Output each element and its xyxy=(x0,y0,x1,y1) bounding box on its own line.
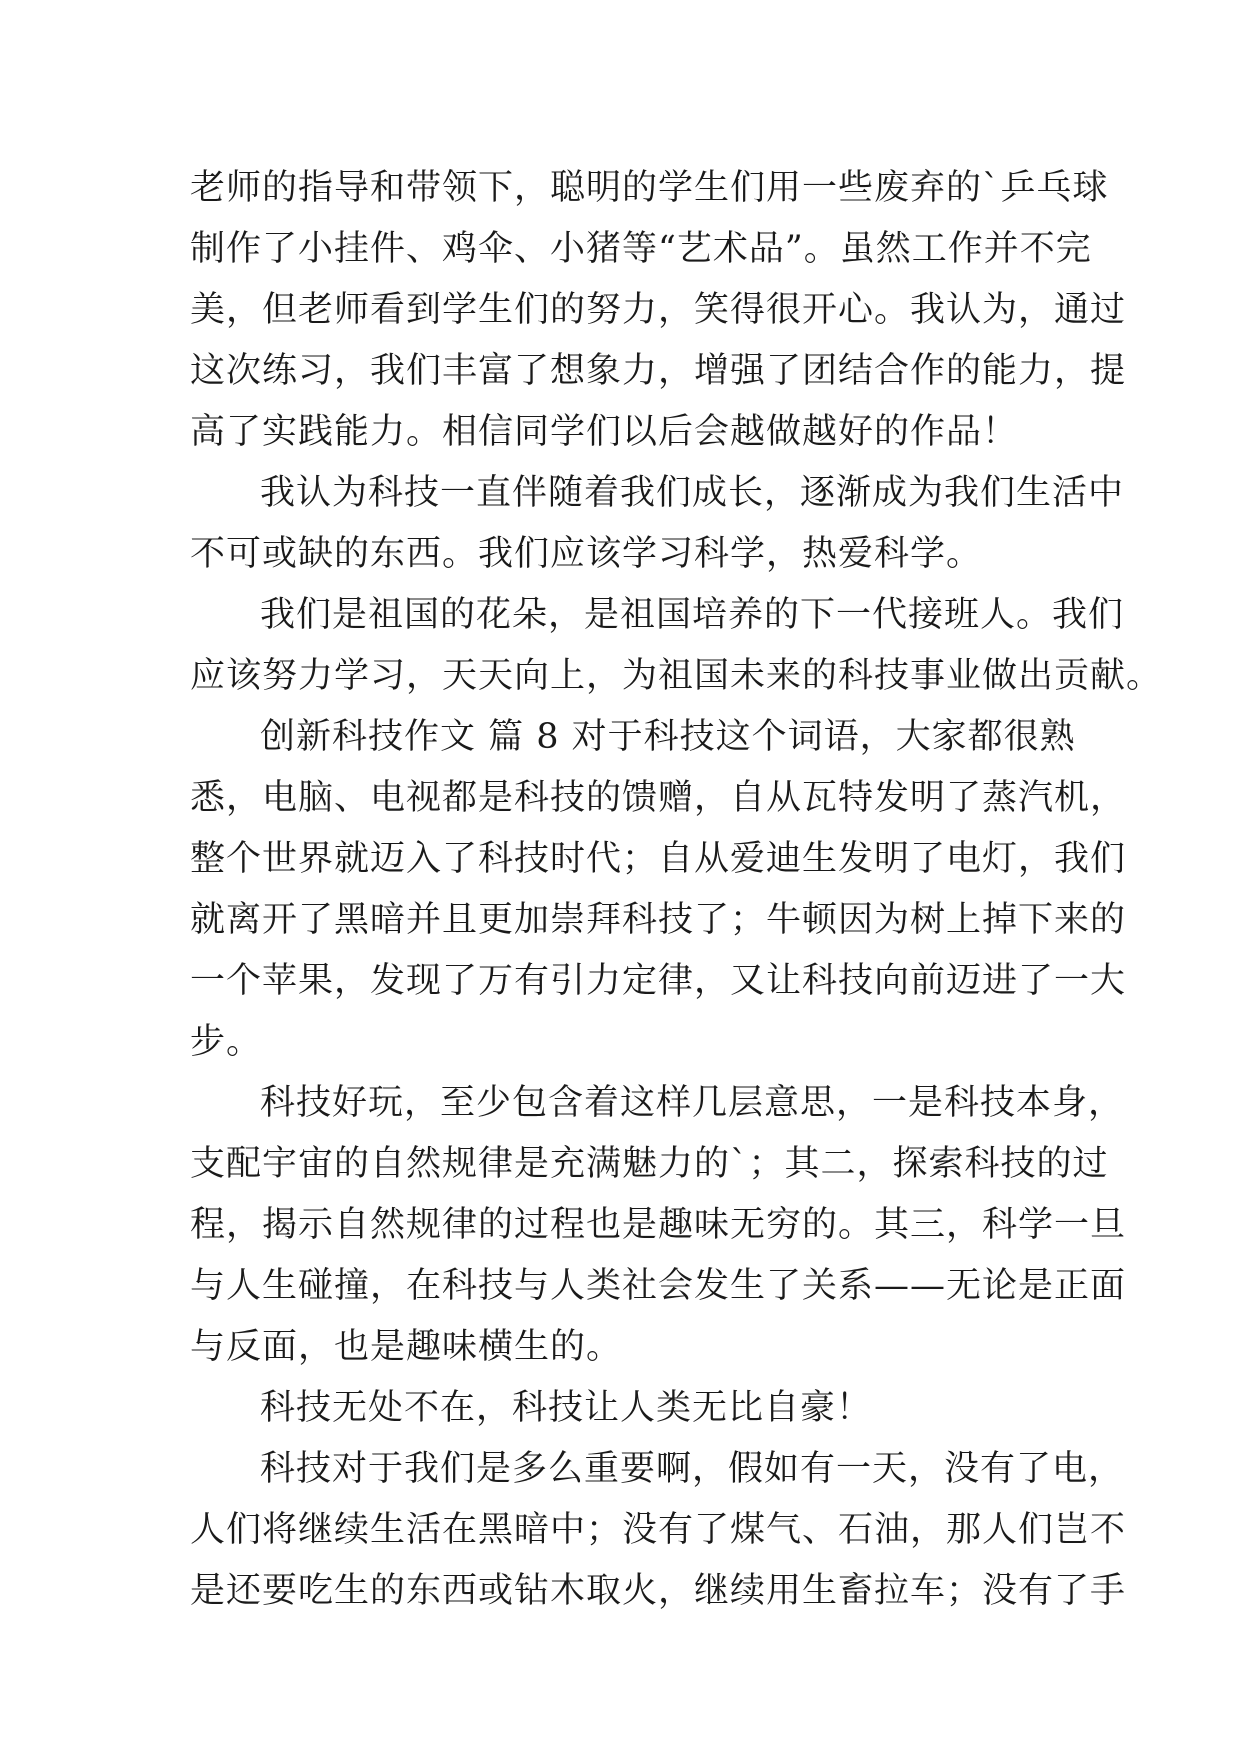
text-line: 程，揭示自然规律的过程也是趣味无穷的。其三，科学一旦 xyxy=(190,1205,1127,1245)
text-line: 美，但老师看到学生们的努力，笑得很开心。我认为，通过 xyxy=(190,290,1127,330)
text-line: 支配宇宙的自然规律是充满魅力的`；其二，探索科技的过 xyxy=(190,1144,1109,1184)
text-line: 步。 xyxy=(190,1022,263,1062)
text-line: 悉，电脑、电视都是科技的馈赠，自从瓦特发明了蒸汽机， xyxy=(190,778,1127,818)
text-line: 不可或缺的东西。我们应该学习科学，热爱科学。 xyxy=(190,534,983,574)
text-line: 制作了小挂件、鸡伞、小猪等“艺术品”。虽然工作并不完 xyxy=(190,229,1092,269)
text-line: 我们是祖国的花朵，是祖国培养的下一代接班人。我们 xyxy=(260,595,1125,635)
text-line: 一个苹果，发现了万有引力定律，又让科技向前迈进了一大 xyxy=(190,961,1127,1001)
text-line: 科技无处不在，科技让人类无比自豪！ xyxy=(260,1388,873,1428)
text-line: 人们将继续生活在黑暗中；没有了煤气、石油，那人们岂不 xyxy=(190,1510,1127,1550)
text-line: 高了实践能力。相信同学们以后会越做越好的作品！ xyxy=(190,412,1019,452)
text-line: 科技对于我们是多么重要啊，假如有一天，没有了电， xyxy=(260,1449,1125,1489)
text-line: 与反面，也是趣味横生的。 xyxy=(190,1327,623,1367)
text-line: 整个世界就迈入了科技时代；自从爱迪生发明了电灯，我们 xyxy=(190,839,1127,879)
text-line: 创新科技作文 篇 8 对于科技这个词语，大家都很熟 xyxy=(260,717,1076,757)
text-line: 科技好玩，至少包含着这样几层意思，一是科技本身， xyxy=(260,1083,1125,1123)
text-line: 我认为科技一直伴随着我们成长，逐渐成为我们生活中 xyxy=(260,473,1125,513)
text-line: 与人生碰撞，在科技与人类社会发生了关系——无论是正面 xyxy=(190,1266,1127,1306)
article-body xyxy=(190,158,1163,1622)
text-line: 老师的指导和带领下，聪明的学生们用一些废弃的`乒乓球 xyxy=(190,168,1109,208)
text-line: 是还要吃生的东西或钻木取火，继续用生畜拉车；没有了手 xyxy=(190,1571,1127,1611)
text-line: 就离开了黑暗并且更加崇拜科技了；牛顿因为树上掉下来的 xyxy=(190,900,1127,940)
text-line: 这次练习，我们丰富了想象力，增强了团结合作的能力，提 xyxy=(190,351,1127,391)
text-line: 应该努力学习，天天向上，为祖国未来的科技事业做出贡献。 xyxy=(190,656,1163,696)
